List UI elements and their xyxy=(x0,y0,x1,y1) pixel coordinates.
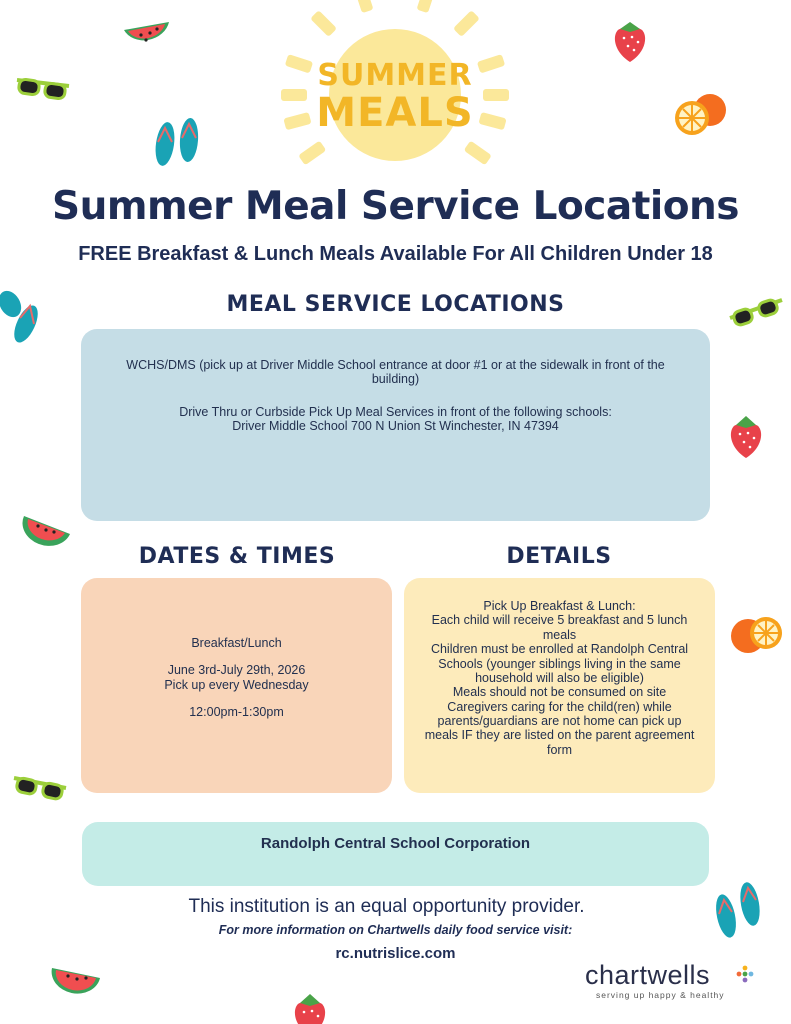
dates-time: 12:00pm-1:30pm xyxy=(189,705,284,720)
details-panel xyxy=(404,578,715,793)
chartwells-logo xyxy=(585,960,775,1000)
dates-pickup: Pick up every Wednesday xyxy=(164,677,309,692)
brand-name: chartwells xyxy=(585,960,711,990)
locations-heading: MEAL SERVICE LOCATIONS xyxy=(226,292,565,317)
sunglasses-icon xyxy=(12,770,68,806)
locations-panel xyxy=(81,329,710,521)
page-subtitle: FREE Breakfast & Lunch Meals Available For All Children Under 18 xyxy=(78,243,713,265)
brand-dots-icon xyxy=(735,964,755,984)
organization-banner xyxy=(82,822,709,886)
dates-range: June 3rd-July 29th, 2026 xyxy=(167,663,306,678)
brand-tagline: serving up happy & healthy xyxy=(596,990,725,1000)
details-line: Meals should not be consumed on site xyxy=(452,685,667,700)
more-info-text: For more information on Chartwells daily food service visit: xyxy=(218,923,573,937)
flip-flops-icon xyxy=(150,114,206,170)
logo-line-1: SUMMER xyxy=(317,58,473,93)
page-title: Summer Meal Service Locations xyxy=(52,184,739,229)
watermelon-icon xyxy=(50,962,102,998)
location-line: Drive Thru or Curbside Pick Up Meal Services in front of the following schools: xyxy=(179,404,612,419)
strawberry-icon xyxy=(726,412,766,460)
details-line: Each child will receive 5 breakfast and 5 lunch meals xyxy=(431,613,688,642)
sunglasses-icon xyxy=(14,72,72,106)
watermelon-icon xyxy=(121,18,173,54)
summer-meals-logo xyxy=(250,0,540,180)
details-line: Pick Up Breakfast & Lunch: xyxy=(483,599,636,613)
strawberry-icon xyxy=(610,18,650,64)
location-line: Driver Middle School 700 N Union St Winchester, IN 47394 xyxy=(232,419,559,434)
details-line: Caregivers caring for the child(ren) while parents/guardians are not home can pick up meals IF they are listed on the parent agreement form xyxy=(424,699,695,757)
organization-name: Randolph Central School Corporation xyxy=(260,835,531,852)
nutrislice-link[interactable]: rc.nutrislice.com xyxy=(335,945,456,962)
details-heading: DETAILS xyxy=(506,544,612,569)
dates-meal: Breakfast/Lunch xyxy=(191,636,282,650)
details-line: Children must be enrolled at Randolph Central Schools (younger siblings living in the same household will also be eligible) xyxy=(430,642,689,685)
orange-icon xyxy=(730,614,784,656)
orange-icon xyxy=(672,90,730,138)
watermelon-icon xyxy=(20,510,72,548)
equal-opportunity-statement: This institution is an equal opportunity provider. xyxy=(188,896,585,917)
dates-heading: DATES & TIMES xyxy=(138,544,336,569)
dates-panel xyxy=(81,578,392,793)
location-line: WCHS/DMS (pick up at Driver Middle School entrance at door #1 or at the sidewalk in front of the building) xyxy=(126,358,665,387)
strawberry-icon xyxy=(290,990,330,1024)
logo-line-2: MEALS xyxy=(316,90,474,136)
